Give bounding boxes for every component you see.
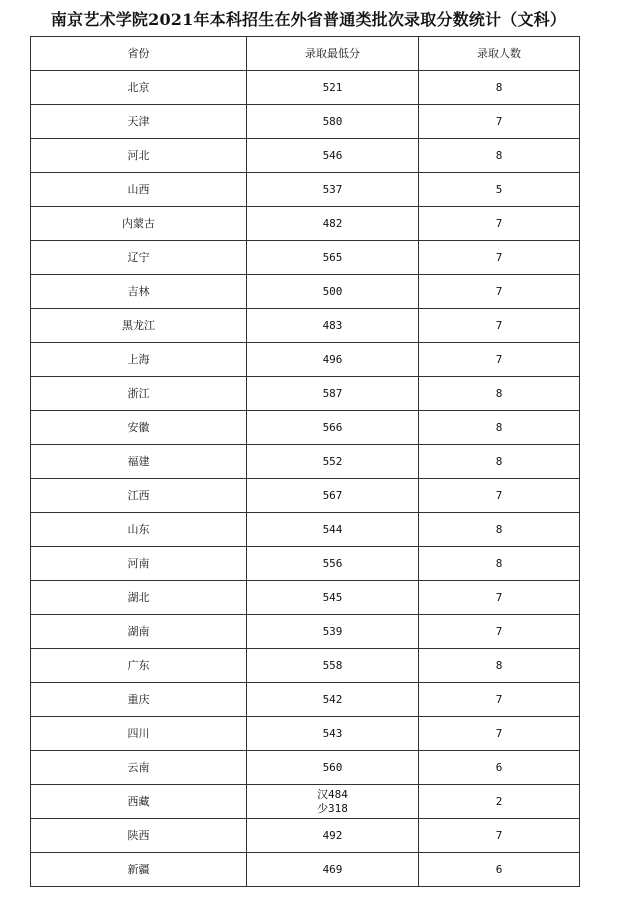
table-row bbox=[31, 411, 580, 445]
cell-admitted-count: 7 bbox=[419, 819, 580, 853]
score-line: 539 bbox=[322, 624, 343, 638]
score-line: 587 bbox=[322, 386, 343, 400]
cell-admitted-count: 7 bbox=[419, 615, 580, 649]
cell-min-score bbox=[247, 479, 419, 513]
table-header-row bbox=[31, 37, 580, 71]
cell-admitted-count: 8 bbox=[419, 71, 580, 105]
score-line: 565 bbox=[322, 250, 343, 264]
score-line: 544 bbox=[322, 522, 343, 536]
cell-province: 天津 bbox=[31, 105, 247, 139]
score-line: 552 bbox=[322, 454, 343, 468]
table-row bbox=[31, 173, 580, 207]
cell-province: 湖南 bbox=[31, 615, 247, 649]
score-line: 558 bbox=[322, 658, 343, 672]
score-line: 580 bbox=[322, 114, 343, 128]
score-line: 560 bbox=[322, 760, 343, 774]
cell-province: 新疆 bbox=[31, 853, 247, 887]
cell-admitted-count: 8 bbox=[419, 513, 580, 547]
cell-min-score bbox=[247, 241, 419, 275]
table-row bbox=[31, 615, 580, 649]
page-title: 南京艺术学院2021年本科招生在外省普通类批次录取分数统计（文科） bbox=[50, 10, 567, 29]
cell-min-score bbox=[247, 615, 419, 649]
header-province: 省份 bbox=[31, 37, 247, 71]
cell-min-score bbox=[247, 411, 419, 445]
cell-admitted-count: 6 bbox=[419, 853, 580, 887]
cell-min-score bbox=[247, 343, 419, 377]
cell-province: 浙江 bbox=[31, 377, 247, 411]
cell-province: 山西 bbox=[31, 173, 247, 207]
table-row bbox=[31, 207, 580, 241]
header-min-score: 录取最低分 bbox=[247, 37, 419, 71]
score-line: 556 bbox=[322, 556, 343, 570]
score-line: 496 bbox=[322, 352, 343, 366]
cell-min-score bbox=[247, 649, 419, 683]
table-row bbox=[31, 717, 580, 751]
table-row bbox=[31, 547, 580, 581]
score-line: 545 bbox=[322, 590, 343, 604]
cell-admitted-count: 7 bbox=[419, 309, 580, 343]
cell-admitted-count: 8 bbox=[419, 649, 580, 683]
score-line: 少318 bbox=[317, 801, 348, 815]
cell-admitted-count: 7 bbox=[419, 207, 580, 241]
cell-province: 江西 bbox=[31, 479, 247, 513]
cell-province: 安徽 bbox=[31, 411, 247, 445]
score-table bbox=[30, 36, 580, 887]
table-row bbox=[31, 581, 580, 615]
score-line: 汉484 bbox=[317, 787, 348, 801]
header-admitted: 录取人数 bbox=[419, 37, 580, 71]
table-row bbox=[31, 377, 580, 411]
table-row bbox=[31, 479, 580, 513]
cell-province: 河北 bbox=[31, 139, 247, 173]
table-row bbox=[31, 513, 580, 547]
cell-province: 辽宁 bbox=[31, 241, 247, 275]
cell-admitted-count: 8 bbox=[419, 411, 580, 445]
cell-min-score bbox=[247, 139, 419, 173]
cell-admitted-count: 6 bbox=[419, 751, 580, 785]
cell-min-score bbox=[247, 275, 419, 309]
cell-min-score bbox=[247, 207, 419, 241]
table-row bbox=[31, 649, 580, 683]
cell-province: 上海 bbox=[31, 343, 247, 377]
score-line: 521 bbox=[322, 80, 343, 94]
cell-province: 广东 bbox=[31, 649, 247, 683]
cell-min-score bbox=[247, 377, 419, 411]
score-line: 483 bbox=[322, 318, 343, 332]
cell-min-score bbox=[247, 819, 419, 853]
table-row bbox=[31, 139, 580, 173]
table-row bbox=[31, 785, 580, 819]
score-line: 537 bbox=[322, 182, 343, 196]
cell-admitted-count: 7 bbox=[419, 479, 580, 513]
score-line: 567 bbox=[322, 488, 343, 502]
table-row bbox=[31, 819, 580, 853]
cell-province: 西藏 bbox=[31, 785, 247, 819]
score-line: 566 bbox=[322, 420, 343, 434]
cell-province: 福建 bbox=[31, 445, 247, 479]
table-row bbox=[31, 445, 580, 479]
table-row bbox=[31, 275, 580, 309]
cell-province: 湖北 bbox=[31, 581, 247, 615]
score-line: 492 bbox=[322, 828, 343, 842]
cell-admitted-count: 7 bbox=[419, 105, 580, 139]
cell-admitted-count: 7 bbox=[419, 717, 580, 751]
cell-admitted-count: 7 bbox=[419, 343, 580, 377]
table-row bbox=[31, 105, 580, 139]
cell-province: 北京 bbox=[31, 71, 247, 105]
cell-province: 四川 bbox=[31, 717, 247, 751]
cell-min-score bbox=[247, 785, 419, 819]
cell-province: 黑龙江 bbox=[31, 309, 247, 343]
cell-province: 河南 bbox=[31, 547, 247, 581]
cell-admitted-count: 7 bbox=[419, 683, 580, 717]
cell-min-score bbox=[247, 581, 419, 615]
table-row bbox=[31, 241, 580, 275]
cell-min-score bbox=[247, 71, 419, 105]
table-row bbox=[31, 751, 580, 785]
score-line: 469 bbox=[322, 862, 343, 876]
cell-min-score bbox=[247, 445, 419, 479]
score-line: 482 bbox=[322, 216, 343, 230]
cell-admitted-count: 8 bbox=[419, 445, 580, 479]
cell-admitted-count: 8 bbox=[419, 139, 580, 173]
cell-province: 山东 bbox=[31, 513, 247, 547]
score-line: 543 bbox=[322, 726, 343, 740]
table-body bbox=[31, 71, 580, 887]
cell-province: 云南 bbox=[31, 751, 247, 785]
cell-min-score bbox=[247, 751, 419, 785]
score-line: 546 bbox=[322, 148, 343, 162]
cell-min-score bbox=[247, 309, 419, 343]
cell-min-score bbox=[247, 513, 419, 547]
table-row bbox=[31, 343, 580, 377]
cell-min-score bbox=[247, 853, 419, 887]
cell-min-score bbox=[247, 173, 419, 207]
cell-admitted-count: 7 bbox=[419, 241, 580, 275]
table-row bbox=[31, 71, 580, 105]
cell-min-score bbox=[247, 105, 419, 139]
cell-admitted-count: 7 bbox=[419, 275, 580, 309]
cell-admitted-count: 8 bbox=[419, 377, 580, 411]
score-line: 500 bbox=[322, 284, 343, 298]
cell-province: 重庆 bbox=[31, 683, 247, 717]
cell-admitted-count: 5 bbox=[419, 173, 580, 207]
cell-province: 吉林 bbox=[31, 275, 247, 309]
table-row bbox=[31, 309, 580, 343]
cell-province: 陕西 bbox=[31, 819, 247, 853]
cell-admitted-count: 8 bbox=[419, 547, 580, 581]
cell-min-score bbox=[247, 717, 419, 751]
cell-admitted-count: 7 bbox=[419, 581, 580, 615]
table-row bbox=[31, 853, 580, 887]
cell-province: 内蒙古 bbox=[31, 207, 247, 241]
table-row bbox=[31, 683, 580, 717]
cell-min-score bbox=[247, 547, 419, 581]
cell-min-score bbox=[247, 683, 419, 717]
score-line: 542 bbox=[322, 692, 343, 706]
cell-admitted-count: 2 bbox=[419, 785, 580, 819]
